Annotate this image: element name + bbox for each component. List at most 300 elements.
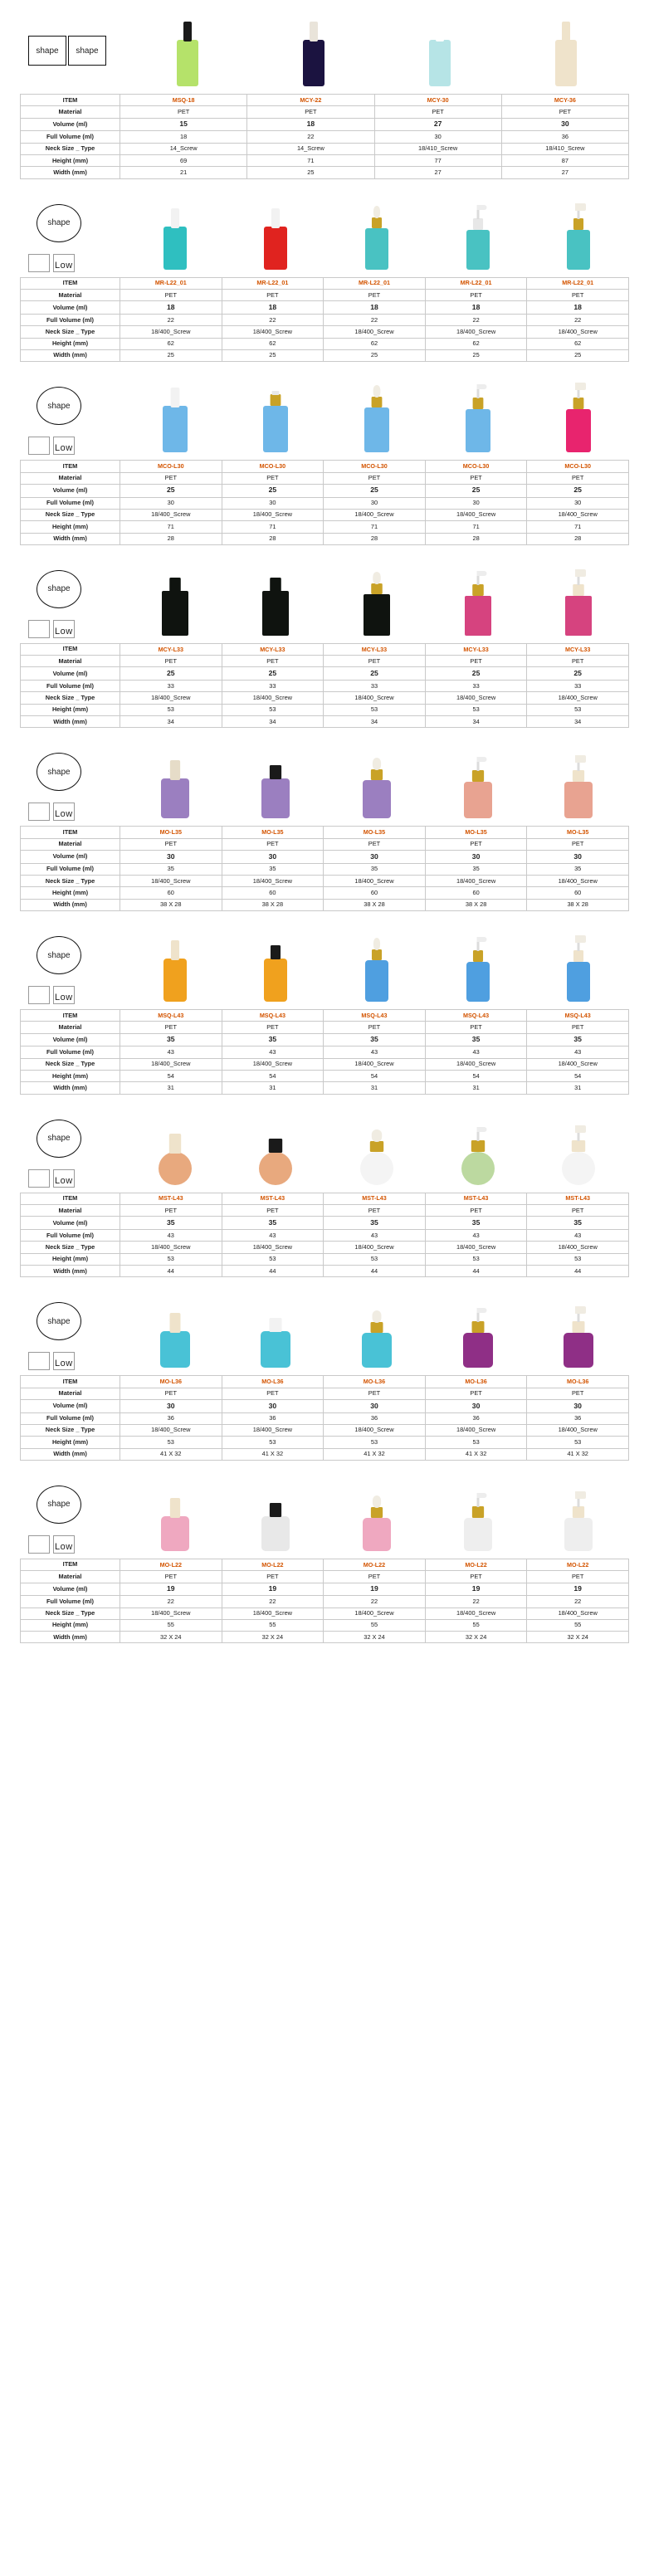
item-code-cell: MR-L22_01 bbox=[425, 277, 527, 289]
neck-size-cell: 18/400_Screw bbox=[120, 1058, 222, 1070]
width-cell: 44 bbox=[222, 1265, 324, 1276]
height-cell: 53 bbox=[527, 1437, 629, 1448]
width-cell: 38 X 28 bbox=[425, 899, 527, 910]
full-volume-cell: 36 bbox=[222, 1412, 324, 1424]
spec-row bbox=[21, 106, 629, 118]
full-volume-cell: 43 bbox=[527, 1046, 629, 1058]
low-thumbnail bbox=[28, 246, 90, 274]
spec-row bbox=[21, 1217, 629, 1230]
neck-size-label: Neck Size _ Type bbox=[21, 692, 120, 704]
height-cell: 53 bbox=[425, 704, 527, 715]
item-code-cell: MR-L22_01 bbox=[120, 277, 222, 289]
height-label: Height (mm) bbox=[21, 1253, 120, 1265]
volume-cell: 30 bbox=[527, 851, 629, 864]
product-visual-row bbox=[20, 12, 629, 90]
bottle-image bbox=[528, 927, 629, 1006]
material-cell: PET bbox=[527, 838, 629, 850]
width-cell: 25 bbox=[324, 349, 426, 361]
height-cell: 53 bbox=[527, 704, 629, 715]
height-cell: 53 bbox=[120, 704, 222, 715]
low-thumbnail bbox=[28, 1527, 90, 1555]
bottle-image bbox=[326, 1110, 427, 1189]
material-cell: PET bbox=[527, 656, 629, 667]
neck-size-cell: 18/400_Screw bbox=[324, 692, 426, 704]
volume-cell: 35 bbox=[324, 1217, 426, 1230]
spec-header-row bbox=[21, 827, 629, 838]
item-code-cell: MCO-L30 bbox=[425, 461, 527, 472]
shape-label: shape bbox=[36, 46, 59, 56]
width-cell: 32 X 24 bbox=[222, 1632, 324, 1643]
bottle-image bbox=[528, 744, 629, 822]
full-volume-cell: 30 bbox=[324, 497, 426, 509]
item-code-cell: MCY-36 bbox=[501, 95, 628, 106]
height-cell: 55 bbox=[527, 1619, 629, 1631]
full-volume-label: Full Volume (ml) bbox=[21, 497, 120, 509]
product-block bbox=[20, 561, 629, 736]
shape-label: shape bbox=[47, 584, 71, 594]
spec-row bbox=[21, 1583, 629, 1596]
item-code-cell: MR-L22_01 bbox=[527, 277, 629, 289]
material-cell: PET bbox=[324, 472, 426, 484]
spec-row bbox=[21, 1571, 629, 1583]
spec-table bbox=[20, 1009, 629, 1095]
shape-thumbnail-cell bbox=[25, 195, 124, 274]
height-cell: 71 bbox=[425, 521, 527, 533]
volume-cell: 30 bbox=[120, 851, 222, 864]
low-label: Low bbox=[55, 1541, 73, 1552]
material-cell: PET bbox=[527, 289, 629, 300]
low-thumbnail bbox=[28, 612, 90, 640]
neck-size-cell: 18/400_Screw bbox=[120, 876, 222, 887]
spec-row bbox=[21, 1058, 629, 1070]
spec-table bbox=[20, 460, 629, 545]
neck-size-cell: 18/400_Screw bbox=[222, 509, 324, 520]
volume-cell: 25 bbox=[222, 667, 324, 681]
width-cell: 34 bbox=[527, 716, 629, 728]
spec-header-row bbox=[21, 461, 629, 472]
volume-cell: 35 bbox=[527, 1217, 629, 1230]
product-visual-row bbox=[20, 378, 629, 456]
item-code-cell: MCO-L30 bbox=[222, 461, 324, 472]
volume-cell: 18 bbox=[247, 118, 374, 131]
shape-label: shape bbox=[47, 1134, 71, 1144]
material-label: Material bbox=[21, 656, 120, 667]
full-volume-cell: 30 bbox=[527, 497, 629, 509]
bottle-image bbox=[251, 12, 377, 90]
bottle-image bbox=[226, 1476, 327, 1555]
spec-table bbox=[20, 94, 629, 179]
neck-size-cell: 18/400_Screw bbox=[222, 876, 324, 887]
width-cell: 41 X 32 bbox=[222, 1448, 324, 1460]
spec-row bbox=[21, 838, 629, 850]
full-volume-cell: 36 bbox=[501, 131, 628, 143]
spec-row bbox=[21, 1608, 629, 1619]
spec-row bbox=[21, 301, 629, 315]
material-cell: PET bbox=[120, 106, 247, 118]
height-label: Height (mm) bbox=[21, 887, 120, 899]
item-code-cell: MSQ-L43 bbox=[324, 1010, 426, 1022]
volume-cell: 25 bbox=[527, 484, 629, 497]
neck-size-label: Neck Size _ Type bbox=[21, 1608, 120, 1619]
material-cell: PET bbox=[222, 1571, 324, 1583]
full-volume-cell: 33 bbox=[425, 681, 527, 692]
shape-label: shape bbox=[47, 1316, 71, 1326]
spec-row bbox=[21, 1033, 629, 1046]
shape-label: shape bbox=[47, 1500, 71, 1510]
neck-size-cell: 18/400_Screw bbox=[324, 1242, 426, 1253]
height-cell: 77 bbox=[374, 154, 501, 166]
height-cell: 60 bbox=[222, 887, 324, 899]
spec-table bbox=[20, 1193, 629, 1278]
neck-size-cell: 18/400_Screw bbox=[120, 509, 222, 520]
width-label: Width (mm) bbox=[21, 899, 120, 910]
item-code-cell: MSQ-L43 bbox=[527, 1010, 629, 1022]
item-code-cell: MO-L35 bbox=[120, 827, 222, 838]
volume-cell: 30 bbox=[324, 1399, 426, 1412]
width-cell: 44 bbox=[324, 1265, 426, 1276]
height-cell: 53 bbox=[324, 704, 426, 715]
neck-size-label: Neck Size _ Type bbox=[21, 1424, 120, 1436]
product-visual-row bbox=[20, 561, 629, 640]
shape-thumbnail-cell bbox=[25, 1293, 124, 1372]
item-code-cell: MO-L22 bbox=[324, 1559, 426, 1570]
height-cell: 53 bbox=[324, 1437, 426, 1448]
full-volume-label: Full Volume (ml) bbox=[21, 863, 120, 875]
spec-row bbox=[21, 509, 629, 520]
item-code-cell: MCY-L33 bbox=[324, 643, 426, 655]
bottle-image bbox=[326, 378, 427, 456]
height-cell: 62 bbox=[324, 338, 426, 349]
full-volume-cell: 35 bbox=[324, 863, 426, 875]
height-cell: 60 bbox=[527, 887, 629, 899]
height-cell: 69 bbox=[120, 154, 247, 166]
material-cell: PET bbox=[425, 838, 527, 850]
bottle-image bbox=[326, 195, 427, 274]
volume-label: Volume (ml) bbox=[21, 1583, 120, 1596]
spec-row bbox=[21, 1253, 629, 1265]
neck-size-cell: 18/400_Screw bbox=[527, 326, 629, 338]
height-cell: 54 bbox=[222, 1071, 324, 1082]
width-cell: 34 bbox=[324, 716, 426, 728]
neck-size-cell: 18/400_Screw bbox=[425, 1608, 527, 1619]
product-visual-row bbox=[20, 195, 629, 274]
spec-row bbox=[21, 154, 629, 166]
bottle-image bbox=[124, 12, 251, 90]
spec-header-row bbox=[21, 277, 629, 289]
width-cell: 34 bbox=[425, 716, 527, 728]
width-cell: 27 bbox=[374, 167, 501, 178]
neck-size-cell: 18/400_Screw bbox=[324, 1608, 426, 1619]
material-cell: PET bbox=[120, 1388, 222, 1399]
bottle-image bbox=[226, 378, 327, 456]
material-cell: PET bbox=[425, 1022, 527, 1033]
spec-row bbox=[21, 326, 629, 338]
height-label: Height (mm) bbox=[21, 1071, 120, 1082]
width-cell: 25 bbox=[425, 349, 527, 361]
spec-row bbox=[21, 314, 629, 325]
full-volume-cell: 43 bbox=[425, 1229, 527, 1241]
spec-row bbox=[21, 1071, 629, 1082]
width-cell: 32 X 24 bbox=[120, 1632, 222, 1643]
bottle-image bbox=[326, 744, 427, 822]
low-label: Low bbox=[55, 809, 73, 820]
full-volume-cell: 22 bbox=[222, 314, 324, 325]
material-cell: PET bbox=[222, 289, 324, 300]
neck-size-label: Neck Size _ Type bbox=[21, 1242, 120, 1253]
neck-size-cell: 14_Screw bbox=[120, 143, 247, 154]
neck-size-cell: 18/400_Screw bbox=[425, 1242, 527, 1253]
bottle-image bbox=[226, 1293, 327, 1372]
material-label: Material bbox=[21, 1204, 120, 1216]
full-volume-label: Full Volume (ml) bbox=[21, 681, 120, 692]
full-volume-cell: 22 bbox=[247, 131, 374, 143]
volume-cell: 18 bbox=[425, 301, 527, 315]
width-cell: 31 bbox=[527, 1082, 629, 1094]
width-label: Width (mm) bbox=[21, 716, 120, 728]
material-cell: PET bbox=[527, 1388, 629, 1399]
width-cell: 32 X 24 bbox=[425, 1632, 527, 1643]
low-thumbnail bbox=[28, 1161, 90, 1189]
shape-thumbnail-cell bbox=[25, 378, 124, 456]
full-volume-label: Full Volume (ml) bbox=[21, 314, 120, 325]
spec-row bbox=[21, 1619, 629, 1631]
spec-row bbox=[21, 1596, 629, 1608]
spec-row bbox=[21, 1388, 629, 1399]
width-cell: 28 bbox=[222, 533, 324, 544]
item-code-cell: MO-L35 bbox=[222, 827, 324, 838]
spec-row bbox=[21, 681, 629, 692]
bottle-image bbox=[528, 1110, 629, 1189]
neck-size-cell: 18/400_Screw bbox=[120, 1242, 222, 1253]
bottle-image bbox=[226, 744, 327, 822]
neck-size-label: Neck Size _ Type bbox=[21, 143, 120, 154]
volume-label: Volume (ml) bbox=[21, 851, 120, 864]
height-cell: 55 bbox=[222, 1619, 324, 1631]
volume-label: Volume (ml) bbox=[21, 1033, 120, 1046]
spec-row bbox=[21, 863, 629, 875]
neck-size-cell: 18/400_Screw bbox=[222, 1608, 324, 1619]
product-block bbox=[20, 1476, 629, 1651]
height-cell: 53 bbox=[222, 1437, 324, 1448]
shape-thumbnail-cell bbox=[25, 561, 124, 640]
full-volume-cell: 36 bbox=[425, 1412, 527, 1424]
width-cell: 41 X 32 bbox=[527, 1448, 629, 1460]
material-label: Material bbox=[21, 289, 120, 300]
item-header-label: ITEM bbox=[21, 277, 120, 289]
neck-size-label: Neck Size _ Type bbox=[21, 1058, 120, 1070]
spec-row bbox=[21, 1412, 629, 1424]
volume-label: Volume (ml) bbox=[21, 484, 120, 497]
neck-size-cell: 18/400_Screw bbox=[222, 1242, 324, 1253]
full-volume-cell: 43 bbox=[120, 1046, 222, 1058]
item-code-cell: MSQ-L43 bbox=[425, 1010, 527, 1022]
material-cell: PET bbox=[120, 1571, 222, 1583]
volume-label: Volume (ml) bbox=[21, 667, 120, 681]
item-code-cell: MO-L22 bbox=[425, 1559, 527, 1570]
product-block bbox=[20, 927, 629, 1102]
low-label: Low bbox=[55, 1175, 73, 1186]
height-cell: 53 bbox=[425, 1437, 527, 1448]
width-cell: 31 bbox=[425, 1082, 527, 1094]
bottle-image bbox=[326, 561, 427, 640]
full-volume-cell: 36 bbox=[527, 1412, 629, 1424]
item-code-cell: MO-L35 bbox=[527, 827, 629, 838]
item-header-label: ITEM bbox=[21, 1010, 120, 1022]
item-code-cell: MCY-L33 bbox=[527, 643, 629, 655]
item-code-cell: MSQ-L43 bbox=[222, 1010, 324, 1022]
spec-row bbox=[21, 167, 629, 178]
full-volume-cell: 30 bbox=[120, 497, 222, 509]
bottle-image bbox=[326, 1293, 427, 1372]
bottle-image bbox=[528, 195, 629, 274]
item-code-cell: MO-L35 bbox=[425, 827, 527, 838]
width-cell: 34 bbox=[222, 716, 324, 728]
full-volume-cell: 35 bbox=[222, 863, 324, 875]
material-cell: PET bbox=[120, 838, 222, 850]
material-label: Material bbox=[21, 472, 120, 484]
spec-row bbox=[21, 667, 629, 681]
item-code-cell: MO-L36 bbox=[425, 1376, 527, 1388]
material-cell: PET bbox=[120, 656, 222, 667]
spec-row bbox=[21, 484, 629, 497]
full-volume-cell: 35 bbox=[425, 863, 527, 875]
neck-size-cell: 18/400_Screw bbox=[425, 876, 527, 887]
bottle-image bbox=[427, 1293, 529, 1372]
volume-cell: 15 bbox=[120, 118, 247, 131]
width-cell: 44 bbox=[425, 1265, 527, 1276]
full-volume-cell: 43 bbox=[527, 1229, 629, 1241]
spec-row bbox=[21, 704, 629, 715]
width-cell: 34 bbox=[120, 716, 222, 728]
volume-label: Volume (ml) bbox=[21, 1399, 120, 1412]
material-cell: PET bbox=[222, 838, 324, 850]
width-cell: 28 bbox=[425, 533, 527, 544]
height-cell: 71 bbox=[222, 521, 324, 533]
width-label: Width (mm) bbox=[21, 533, 120, 544]
spec-row bbox=[21, 1022, 629, 1033]
width-cell: 27 bbox=[501, 167, 628, 178]
full-volume-cell: 22 bbox=[324, 1596, 426, 1608]
full-volume-cell: 22 bbox=[120, 1596, 222, 1608]
bottle-image bbox=[124, 378, 226, 456]
neck-size-cell: 18/400_Screw bbox=[425, 1424, 527, 1436]
height-cell: 54 bbox=[324, 1071, 426, 1082]
item-header-label: ITEM bbox=[21, 1193, 120, 1204]
height-cell: 53 bbox=[425, 1253, 527, 1265]
item-code-cell: MCO-L30 bbox=[324, 461, 426, 472]
full-volume-label: Full Volume (ml) bbox=[21, 1596, 120, 1608]
item-code-cell: MST-L43 bbox=[425, 1193, 527, 1204]
full-volume-cell: 43 bbox=[120, 1229, 222, 1241]
material-cell: PET bbox=[527, 1022, 629, 1033]
full-volume-cell: 22 bbox=[425, 314, 527, 325]
height-cell: 87 bbox=[501, 154, 628, 166]
spec-row bbox=[21, 692, 629, 704]
full-volume-label: Full Volume (ml) bbox=[21, 131, 120, 143]
product-visual-row bbox=[20, 927, 629, 1006]
spec-row bbox=[21, 851, 629, 864]
item-code-cell: MO-L36 bbox=[120, 1376, 222, 1388]
width-label: Width (mm) bbox=[21, 1082, 120, 1094]
full-volume-cell: 43 bbox=[324, 1229, 426, 1241]
width-cell: 32 X 24 bbox=[527, 1632, 629, 1643]
material-cell: PET bbox=[374, 106, 501, 118]
width-cell: 32 X 24 bbox=[324, 1632, 426, 1643]
volume-cell: 30 bbox=[425, 851, 527, 864]
item-code-cell: MO-L35 bbox=[324, 827, 426, 838]
material-cell: PET bbox=[120, 1022, 222, 1033]
material-cell: PET bbox=[222, 1022, 324, 1033]
material-label: Material bbox=[21, 838, 120, 850]
spec-row bbox=[21, 289, 629, 300]
neck-size-label: Neck Size _ Type bbox=[21, 876, 120, 887]
material-cell: PET bbox=[324, 1204, 426, 1216]
low-label: Low bbox=[55, 443, 73, 454]
volume-cell: 19 bbox=[425, 1583, 527, 1596]
product-block bbox=[20, 12, 629, 187]
volume-cell: 27 bbox=[374, 118, 501, 131]
material-cell: PET bbox=[527, 1204, 629, 1216]
material-label: Material bbox=[21, 106, 120, 118]
full-volume-cell: 30 bbox=[222, 497, 324, 509]
material-cell: PET bbox=[324, 289, 426, 300]
item-code-cell: MST-L43 bbox=[324, 1193, 426, 1204]
item-code-cell: MO-L22 bbox=[527, 1559, 629, 1570]
height-cell: 53 bbox=[324, 1253, 426, 1265]
material-cell: PET bbox=[222, 472, 324, 484]
neck-size-cell: 14_Screw bbox=[247, 143, 374, 154]
item-code-cell: MO-L36 bbox=[527, 1376, 629, 1388]
full-volume-cell: 43 bbox=[222, 1229, 324, 1241]
item-header-label: ITEM bbox=[21, 461, 120, 472]
item-code-cell: MCY-L33 bbox=[120, 643, 222, 655]
neck-size-cell: 18/400_Screw bbox=[527, 1058, 629, 1070]
low-label: Low bbox=[55, 260, 73, 271]
spec-row bbox=[21, 899, 629, 910]
height-cell: 53 bbox=[120, 1437, 222, 1448]
width-label: Width (mm) bbox=[21, 349, 120, 361]
neck-size-cell: 18/400_Screw bbox=[527, 692, 629, 704]
volume-cell: 25 bbox=[425, 667, 527, 681]
spec-row bbox=[21, 656, 629, 667]
spec-row bbox=[21, 887, 629, 899]
volume-cell: 30 bbox=[120, 1399, 222, 1412]
volume-cell: 25 bbox=[120, 484, 222, 497]
material-cell: PET bbox=[324, 1571, 426, 1583]
bottle-image bbox=[124, 561, 226, 640]
height-cell: 60 bbox=[120, 887, 222, 899]
low-label: Low bbox=[55, 993, 73, 1003]
shape-label: shape bbox=[47, 950, 71, 960]
width-cell: 25 bbox=[120, 349, 222, 361]
spec-header-row bbox=[21, 95, 629, 106]
bottle-image bbox=[124, 1476, 226, 1555]
material-cell: PET bbox=[501, 106, 628, 118]
material-cell: PET bbox=[120, 289, 222, 300]
bottle-image bbox=[427, 561, 529, 640]
material-cell: PET bbox=[120, 472, 222, 484]
neck-size-cell: 18/400_Screw bbox=[425, 692, 527, 704]
volume-label: Volume (ml) bbox=[21, 118, 120, 131]
height-cell: 55 bbox=[324, 1619, 426, 1631]
item-header-label: ITEM bbox=[21, 95, 120, 106]
volume-cell: 35 bbox=[324, 1033, 426, 1046]
width-cell: 38 X 28 bbox=[527, 899, 629, 910]
bottle-image bbox=[124, 1293, 226, 1372]
spec-header-row bbox=[21, 1010, 629, 1022]
full-volume-cell: 35 bbox=[120, 863, 222, 875]
volume-cell: 30 bbox=[501, 118, 628, 131]
